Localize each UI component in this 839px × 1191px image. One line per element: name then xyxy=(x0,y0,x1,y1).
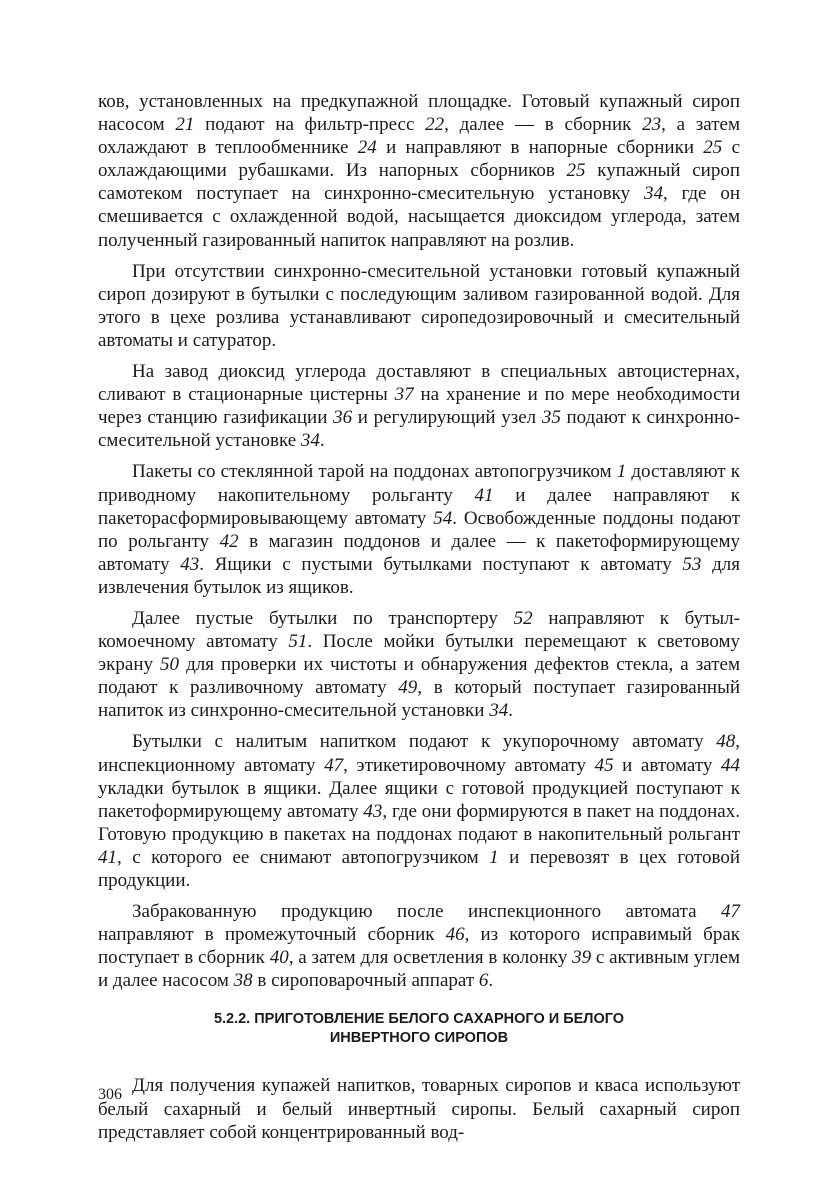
body-paragraph xyxy=(98,460,740,599)
body-paragraph xyxy=(98,730,740,892)
text-run: , а затем для осветления в колонку xyxy=(288,947,573,969)
text-run: , в который поступает газированный напиток из синхронно-смесительной установки xyxy=(98,677,741,722)
text-run: . xyxy=(488,970,494,992)
text-run: , а затем охлаждают в теплообменнике xyxy=(98,114,740,159)
reference-number: 53 xyxy=(682,553,702,575)
reference-number: 34 xyxy=(300,430,320,452)
text-run: Пакеты со стеклянной тарой на поддонах автопогрузчиком xyxy=(132,461,617,483)
reference-number: 1 xyxy=(616,461,627,483)
text-run: ков, установленных на предкупажной площадке. Готовый купажный сироп насосом xyxy=(98,91,740,136)
text-run: и автомату xyxy=(613,754,721,776)
text-run: , где он смешивается с охлажденной водой, насыщается диоксидом углерода, затем полученный газированный напиток направляют на розлив. xyxy=(98,183,740,251)
body-paragraph xyxy=(98,90,740,252)
text-run: с охлаждающими рубашками. Из напорных сборников xyxy=(98,137,741,182)
body-paragraph xyxy=(98,260,740,352)
text-run: и регулирующий узел xyxy=(352,407,542,429)
text-run: купажный сироп самотеком поступает на синхронно-смесительную установку xyxy=(98,160,741,205)
reference-number: 25 xyxy=(703,137,723,159)
page-number: 306 xyxy=(98,1086,122,1103)
page-body xyxy=(98,90,740,1152)
reference-number: 46 xyxy=(445,924,465,946)
text-run: , инспекционному автомату xyxy=(98,731,740,776)
text-run: для проверки их чистоты и обнаружения дефектов стекла, а затем подают к разливочному автомату xyxy=(98,654,740,699)
body-paragraph xyxy=(98,607,740,722)
text-run: Забракованную продукцию после инспекционного автомата xyxy=(132,901,721,923)
text-run: . xyxy=(319,430,325,452)
reference-number: 6 xyxy=(478,970,489,992)
reference-number: 43 xyxy=(363,800,383,822)
reference-number: 37 xyxy=(394,384,414,406)
reference-number: 40 xyxy=(269,947,289,969)
reference-number: 22 xyxy=(425,114,445,136)
text-run: , этикетировочному автомату xyxy=(343,754,595,776)
text-run: доставляют к приводному накопительному рольганту xyxy=(98,461,740,506)
text-run: направляют в промежуточный сборник xyxy=(98,924,446,946)
reference-number: 49 xyxy=(398,677,418,699)
reference-number: 21 xyxy=(175,114,195,136)
text-run: и направляют в напорные сборники xyxy=(376,137,704,159)
reference-number: 52 xyxy=(513,607,533,629)
text-run: Бутылки с налитым напитком подают к укупорочному автомату xyxy=(132,731,717,753)
body-text-top xyxy=(98,90,740,992)
section-heading-line-1: 5.2.2. ПРИГОТОВЛЕНИЕ БЕЛОГО САХАРНОГО И БЕЛОГО xyxy=(213,1011,625,1028)
text-run: , с которого ее снимают автопогрузчиком xyxy=(117,846,490,868)
text-run: подают на фильтр-пресс xyxy=(194,114,426,136)
reference-number: 24 xyxy=(357,137,377,159)
text-run: направляют к бутылкомоечному автомату xyxy=(98,607,740,653)
text-run: в магазин поддонов и далее — к пакетоформирующему автомату xyxy=(98,530,740,575)
text-run: , где они формируются в пакет на поддонах. Готовую продукцию в пакетах на поддонах подают в накопительный рольгант xyxy=(98,800,740,845)
text-run: подают к синхронно-смесительной установке xyxy=(98,407,740,452)
reference-number: 45 xyxy=(594,754,614,776)
reference-number: 34 xyxy=(489,700,509,722)
text-run: для извлечения бутылок из ящиков. xyxy=(98,553,740,598)
body-paragraph xyxy=(98,360,740,452)
text-run: на хранение и по мере необходимости через станцию газификации xyxy=(98,384,740,429)
reference-number: 23 xyxy=(642,114,662,136)
reference-number: 41 xyxy=(98,846,117,868)
text-run: . После мойки бутылки перемещают к световому экрану xyxy=(98,631,741,676)
text-run: и далее направляют к пакеторасформировывающему автомату xyxy=(98,484,740,529)
reference-number: 41 xyxy=(474,484,494,506)
text-run: и перевозят в цех готовой продукции. xyxy=(98,846,740,891)
text-run: Далее пустые бутылки по транспортеру xyxy=(132,607,514,629)
text-run: укладки бутылок в ящики. Далее ящики с готовой продукцией поступают к пакетоформирующему автомату xyxy=(98,777,740,822)
reference-number: 43 xyxy=(180,553,200,575)
reference-number: 38 xyxy=(233,970,253,992)
reference-number: 39 xyxy=(572,947,592,969)
section-heading-line-2: ИНВЕРТНОГО СИРОПОВ xyxy=(329,1030,509,1047)
reference-number: 47 xyxy=(721,901,740,923)
section-heading xyxy=(98,1010,740,1048)
text-run: При отсутствии синхронно-смесительной установки готовый купажный сироп дозируют в бутылки с последующим заливом газированной водой. Для этого в цехе розлива устанавливают сиропедозировочный и смесительный автоматы и сатуратор. xyxy=(98,260,740,351)
reference-number: 42 xyxy=(219,530,239,552)
body-paragraph xyxy=(98,900,740,992)
text-run: , из которого исправимый брак поступает в сборник xyxy=(98,924,740,969)
reference-number: 50 xyxy=(160,654,180,676)
reference-number: 34 xyxy=(643,183,663,205)
text-run: . Ящики с пустыми бутылками поступают к автомату xyxy=(199,553,683,575)
text-run: в сироповарочный аппарат xyxy=(252,970,479,992)
text-run: На завод диоксид углерода доставляют в специальных автоцистернах, сливают в стационарные цистерны xyxy=(98,361,740,406)
reference-number: 1 xyxy=(489,846,499,868)
text-run: , далее — в сборник xyxy=(444,114,643,136)
reference-number: 51 xyxy=(288,631,308,653)
reference-number: 35 xyxy=(541,407,561,429)
reference-number: 47 xyxy=(324,754,344,776)
reference-number: 25 xyxy=(566,160,586,182)
reference-number: 44 xyxy=(720,754,740,776)
reference-number: 48 xyxy=(716,731,736,753)
text-run: . Освобожденные поддоны подают по рольганту xyxy=(98,507,741,552)
reference-number: 54 xyxy=(433,507,453,529)
final-paragraph: Для получения купажей напитков, товарных сиропов и кваса используют белый сахарный и белый инвертный сиропы. Белый сахарный сироп представляет собой концентрированный вод- xyxy=(98,1075,740,1143)
text-run: . xyxy=(508,700,513,722)
reference-number: 36 xyxy=(333,407,353,429)
text-run: с активным углем и далее насосом xyxy=(98,947,740,992)
